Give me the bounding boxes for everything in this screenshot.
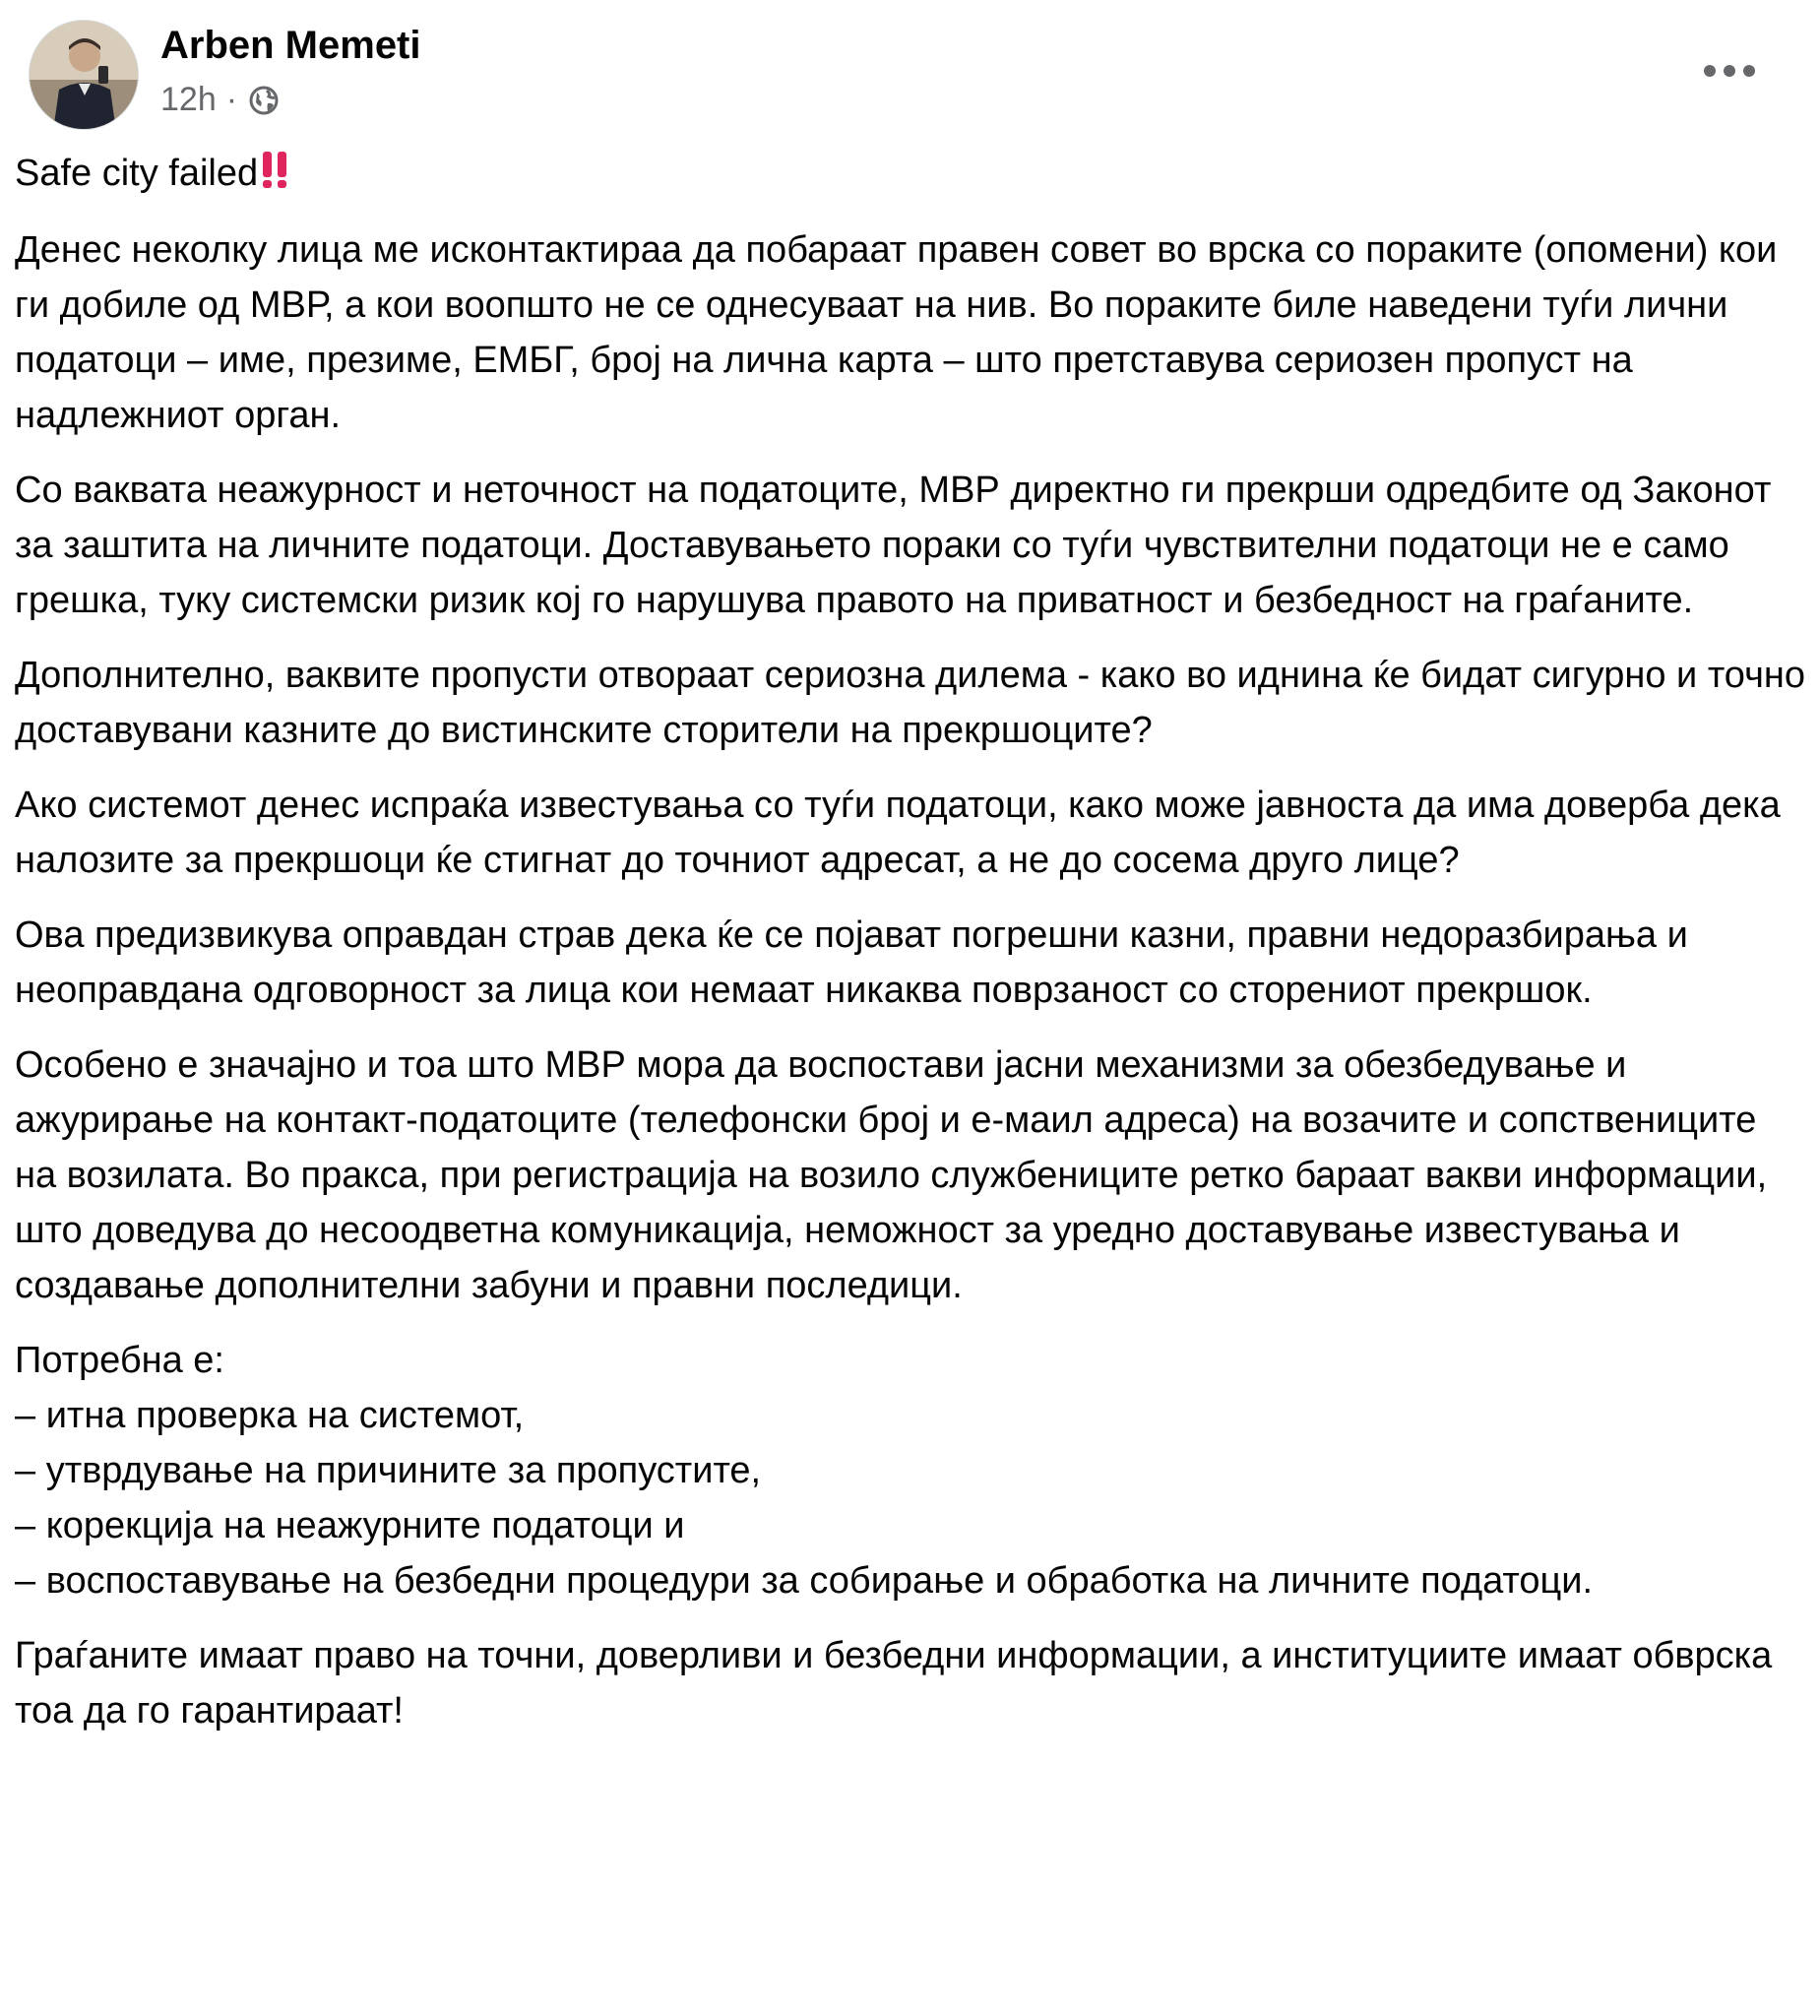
post-meta xyxy=(160,81,281,119)
avatar[interactable] xyxy=(29,20,139,130)
post-paragraph: Ако системот денес испраќа известувања со туѓи податоци, како може јавноста да има доверба дека налозите за прекршоци ќе стигнат до точниот адресат, а не до сосема друго лице? xyxy=(15,785,1781,881)
list-intro: Потребна е: xyxy=(15,1340,224,1381)
post-closing: Граѓаните имаат право на точни, доверливи и безбедни информации, а институциите имаат обврска тоа да го гарантираат! xyxy=(15,1635,1773,1732)
headline-text: Safe city failed xyxy=(15,153,259,194)
list-item: – утврдување на причините за пропустите, xyxy=(15,1450,762,1491)
post-header xyxy=(15,0,1820,146)
double-exclamation-icon xyxy=(258,150,291,205)
author-name[interactable]: Arben Memeti xyxy=(160,24,421,67)
list-item: – корекција на неажурните податоци и xyxy=(15,1505,685,1546)
post-headline xyxy=(15,146,1806,205)
more-horizontal-icon xyxy=(1702,63,1757,79)
post-paragraph: Денес неколку лица ме исконтактираа да побараат правен совет во врска со пораките (опомени) кои ги добиле од МВР, а кои воопшто не се однесуваат на нив. Во пораките биле наведени туѓи лични податоци – име, презиме, ЕМБГ, број на лична карта – што претставува сериозен пропуст на надлежниот орган. xyxy=(15,229,1778,436)
avatar-photo-icon xyxy=(30,21,139,130)
list-item: – итна проверка на системот, xyxy=(15,1395,525,1436)
post-paragraph: Со ваквата неажурност и неточност на податоците, МВР директно ги прекрши одредбите од Законот за заштита на личните податоци. Доставувањето пораки со туѓи чувствителни податоци не е само грешка, туку системски ризик кој го нарушува правото на приватност и безбедност на граѓаните. xyxy=(15,470,1772,621)
post-body xyxy=(15,146,1806,1738)
post-paragraph: Ова предизвикува оправдан страв дека ќе се појават погрешни казни, правни недоразбирања и неоправдана одговорност за лица кои немаат никаква поврзаност со сторениот прекршок. xyxy=(15,914,1688,1011)
list-item: – воспоставување на безбедни процедури за собирање и обработка на личните податоци. xyxy=(15,1560,1594,1602)
post-timestamp[interactable]: 12h xyxy=(160,81,217,118)
post-paragraph: Особено е значајно и тоа што МВР мора да воспостави јасни механизми за обезбедување и ажурирање на контакт-податоците (телефонски број и е-маил адреса) на возачите и сопствениците на возилата. Во пракса, при регистрација на возило службениците ретко бараат вакви информации, што доведува до несоодветна комуникација, неможност за уредно доставување известувања и создавање дополнителни забуни и правни последици. xyxy=(15,1044,1768,1306)
demands-list xyxy=(15,1333,1806,1608)
meta-separator: · xyxy=(225,81,238,118)
post-paragraph: Дополнително, ваквите пропусти отвораат сериозна дилема - како во иднина ќе бидат сигурно и точно доставувани казните до вистинските сторители на прекршоците? xyxy=(15,655,1806,751)
globe-icon[interactable] xyxy=(247,84,281,117)
more-options-button[interactable] xyxy=(1698,39,1761,102)
